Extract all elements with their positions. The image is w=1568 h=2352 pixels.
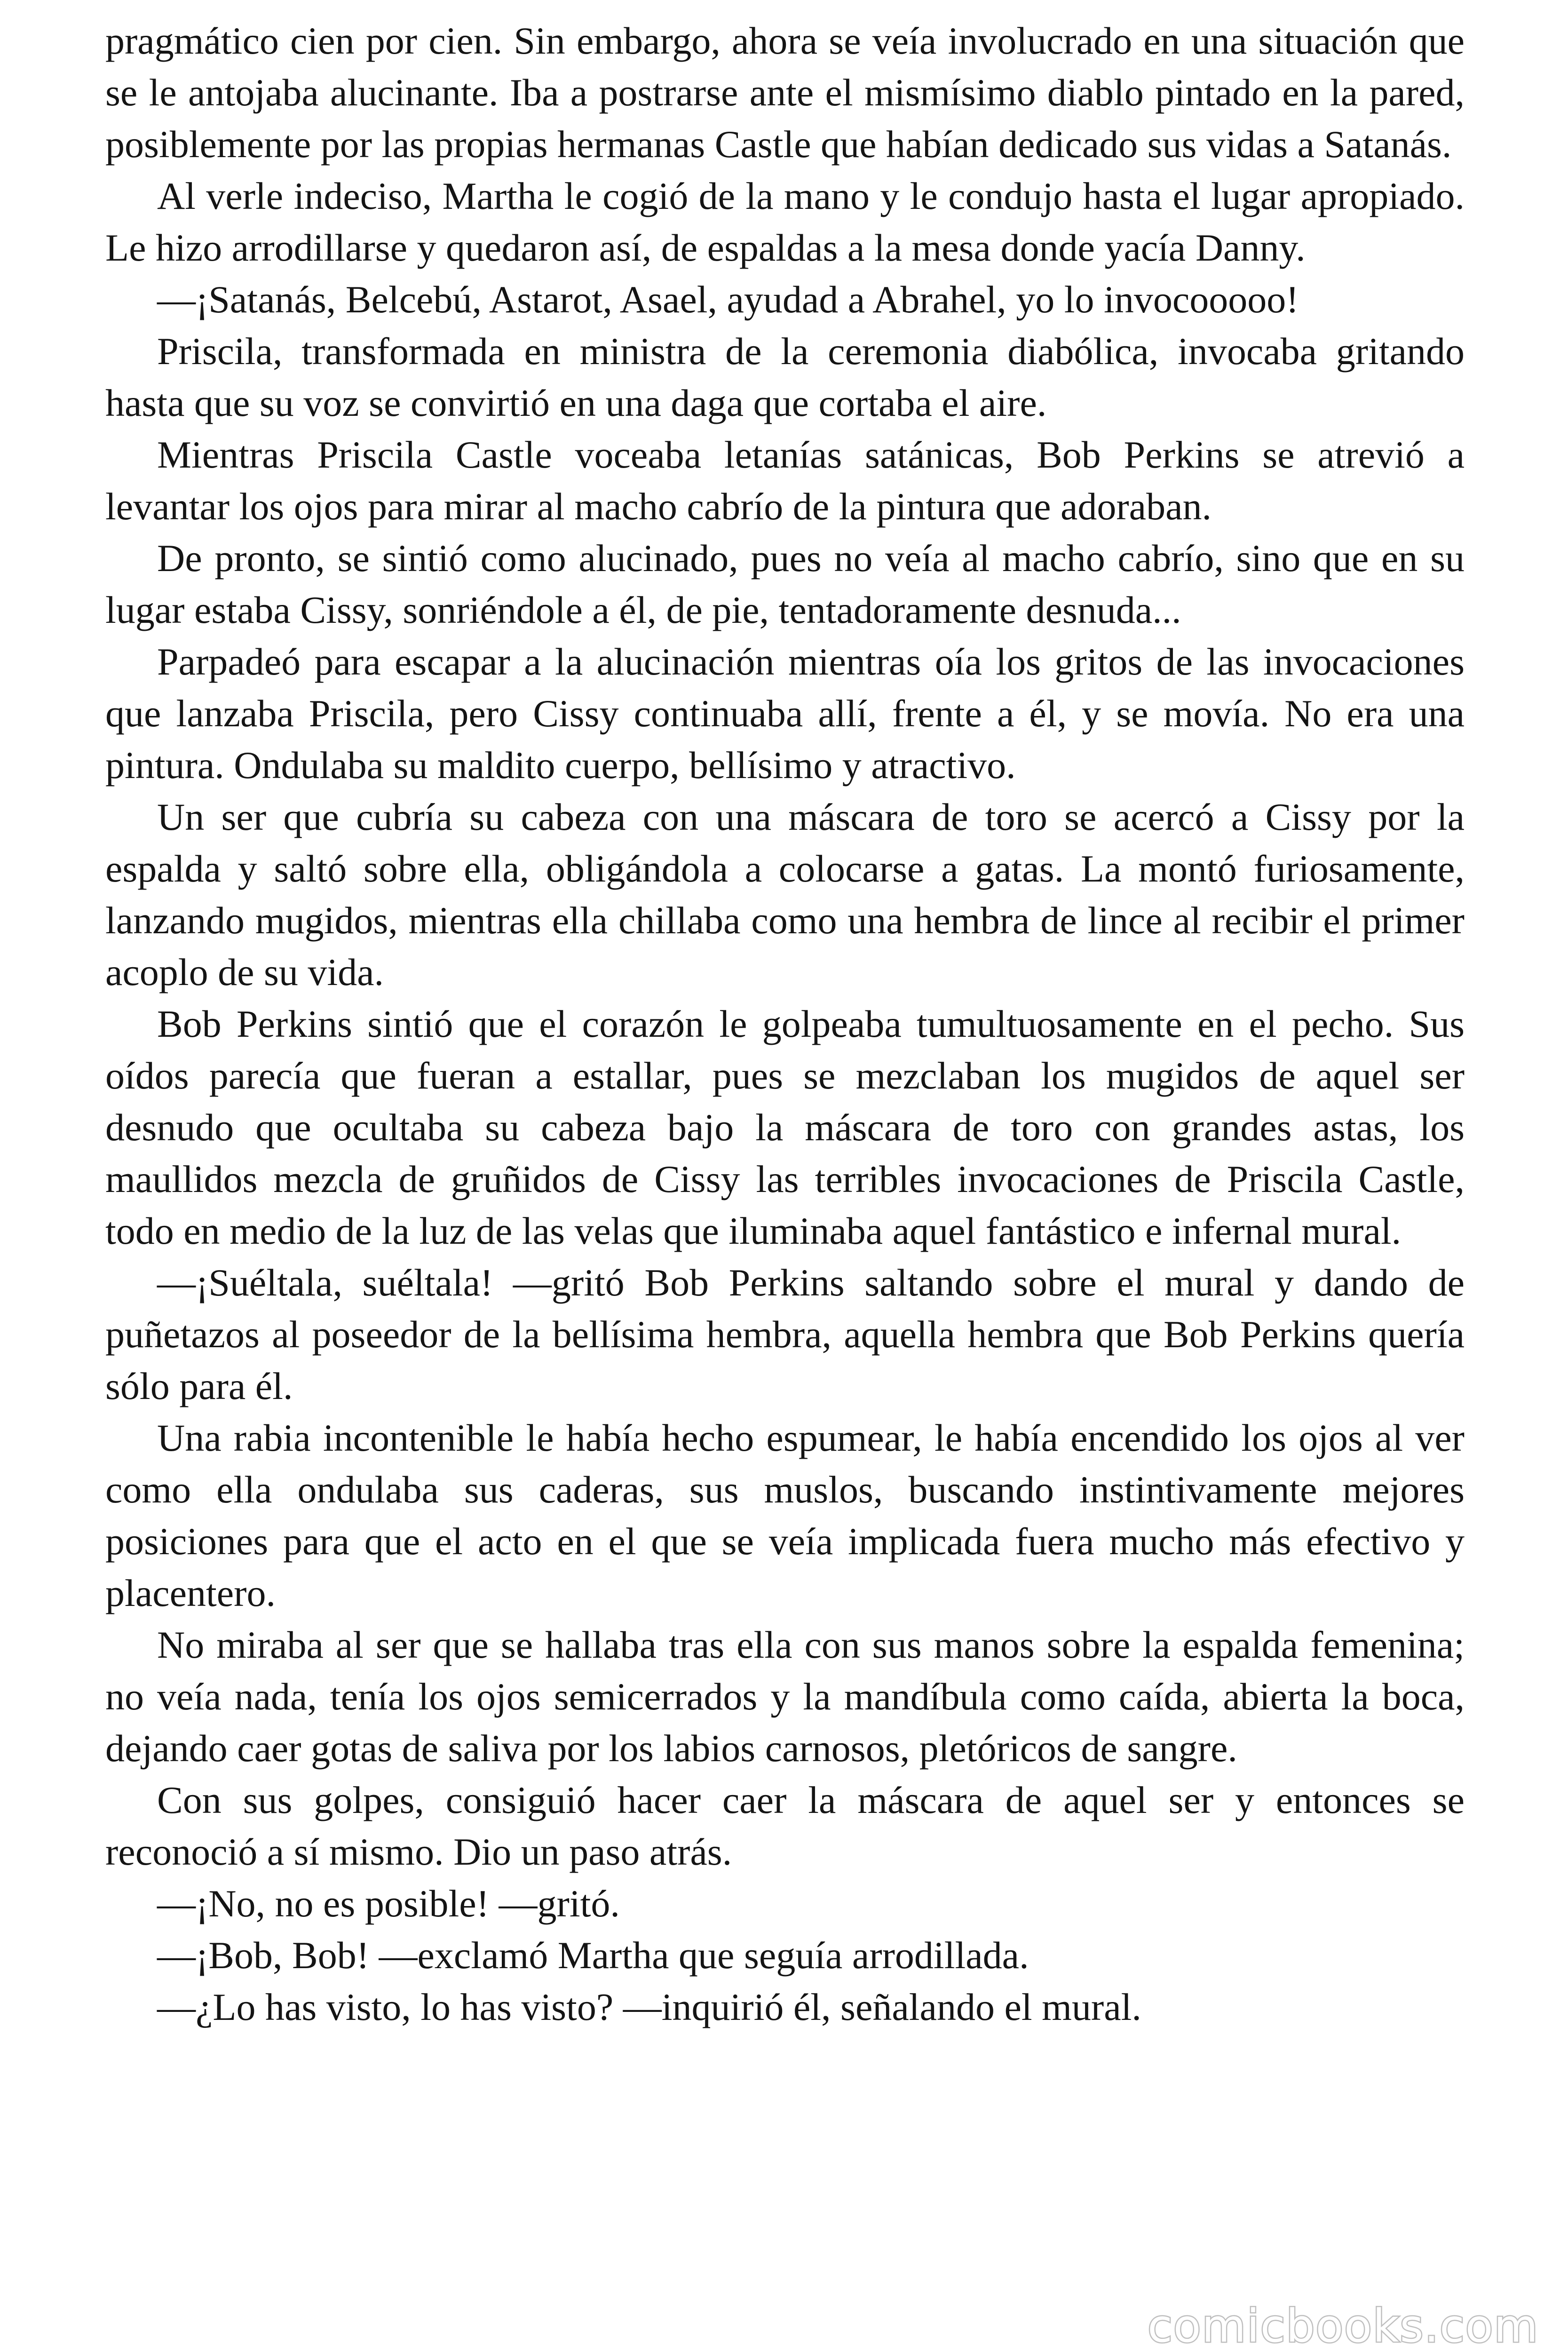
paragraph-15: —¡Bob, Bob! —exclamó Martha que seguía arrodillada. — [157, 1934, 1029, 1977]
paragraph-2: Al verle indeciso, Martha le cogió de la mano y le condujo hasta el lugar apropiado. Le hizo arrodillarse y quedaron así, de espaldas a la mesa donde yacía Danny. — [105, 175, 1465, 269]
paragraph-11: Una rabia incontenible le había hecho espumear, le había encendido los ojos al ver como ella ondulaba sus caderas, sus muslos, buscando instintivamente mejores posiciones para que el acto en el que se veía implicada fuera mucho más efectivo y placentero. — [105, 1416, 1465, 1614]
paragraph-1: pragmático cien por cien. Sin embargo, ahora se veía involucrado en una situación que se le antojaba alucinante. Iba a postrarse ante el mismísimo diablo pintado en la pared, posiblemente por las propias hermanas Castle que habían dedicado sus vidas a Satanás. — [105, 19, 1465, 166]
watermark: comicbooks.com — [1148, 2300, 1539, 2352]
paragraph-13: Con sus golpes, consiguió hacer caer la máscara de aquel ser y entonces se reconoció a sí mismo. Dio un paso atrás. — [105, 1779, 1465, 1873]
paragraph-6: De pronto, se sintió como alucinado, pues no veía al macho cabrío, sino que en su lugar estaba Cissy, sonriéndole a él, de pie, tentadoramente desnuda... — [105, 537, 1465, 631]
paragraph-9: Bob Perkins sintió que el corazón le golpeaba tumultuosamente en el pecho. Sus oídos parecía que fueran a estallar, pues se mezclaban los mugidos de aquel ser desnudo que ocultaba su cabeza bajo la máscara de toro con grandes astas, los maullidos mezcla de gruñidos de Cissy las terribles invocaciones de Priscila Castle, todo en medio de la luz de las velas que iluminaba aquel fantástico e infernal mural. — [105, 1002, 1465, 1252]
paragraph-12: No miraba al ser que se hallaba tras ella con sus manos sobre la espalda femenina; no veía nada, tenía los ojos semicerrados y la mandíbula como caída, abierta la boca, dejando caer gotas de saliva por los labios carnosos, pletóricos de sangre. — [105, 1623, 1465, 1770]
paragraph-3: —¡Satanás, Belcebú, Astarot, Asael, ayudad a Abrahel, yo lo invocooooo! — [157, 278, 1299, 321]
paragraph-14: —¡No, no es posible! —gritó. — [157, 1882, 620, 1925]
paragraph-10: —¡Suéltala, suéltala! —gritó Bob Perkins saltando sobre el mural y dando de puñetazos al poseedor de la bellísima hembra, aquella hembra que Bob Perkins quería sólo para él. — [105, 1261, 1465, 1407]
paragraph-8: Un ser que cubría su cabeza con una máscara de toro se acercó a Cissy por la espalda y saltó sobre ella, obligándola a colocarse a gatas. La montó furiosamente, lanzando mugidos, mientras ella chillaba como una hembra de lince al recibir el primer acoplo de su vida. — [105, 795, 1465, 993]
paragraph-4: Priscila, transformada en ministra de la ceremonia diabólica, invocaba gritando hasta que su voz se convirtió en una daga que cortaba el aire. — [105, 330, 1465, 424]
body-text — [105, 15, 1465, 2033]
paragraph-5: Mientras Priscila Castle voceaba letanías satánicas, Bob Perkins se atrevió a levantar los ojos para mirar al macho cabrío de la pintura que adoraban. — [105, 433, 1465, 528]
paragraph-7: Parpadeó para escapar a la alucinación mientras oía los gritos de las invocaciones que lanzaba Priscila, pero Cissy continuaba allí, frente a él, y se movía. No era una pintura. Ondulaba su maldito cuerpo, bellísimo y atractivo. — [105, 640, 1465, 787]
paragraph-16: —¿Lo has visto, lo has visto? —inquirió él, señalando el mural. — [157, 1986, 1141, 2028]
